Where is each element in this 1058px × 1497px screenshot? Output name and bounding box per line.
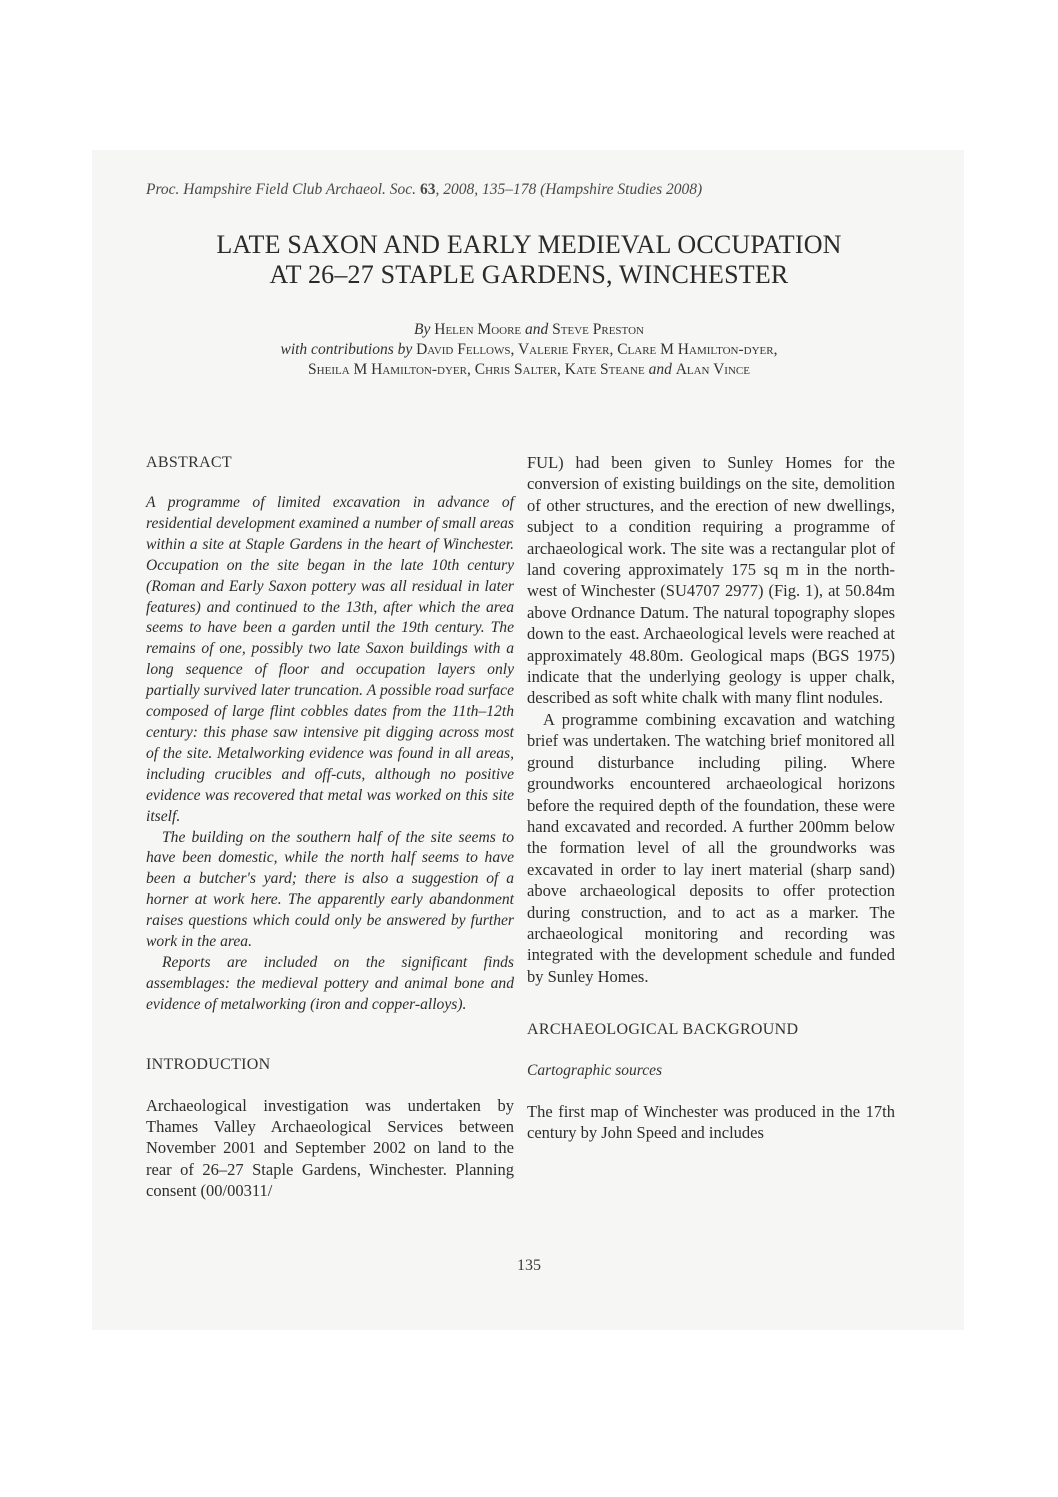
contributors-line-2 bbox=[130, 360, 928, 380]
contributor-vince: Alan Vince bbox=[675, 361, 750, 378]
paper-title bbox=[130, 230, 928, 290]
introduction-paragraph-1: Archaeological investigation was undertaken by Thames Valley Archaeological Services between November 2001 and September 2002 on land to the rear of 26–27 Staple Gardens, Winchester. Planning consent (00/00311/ bbox=[146, 1095, 514, 1201]
intro-continued-paragraph: FUL) had been given to Sunley Homes for the conversion of existing buildings on the site, demolition of other structures, and the erection of new dwellings, subject to a condition requiring a programme of archaeological work. The site was a rectangular plot of land covering approximately 175 sq m in the north-west of Winchester (SU4707 2977) (Fig. 1), at 50.84m above Ordnance Datum. The natural topography slopes down to the east. Archaeological levels were reached at approximately 48.80m. Geological maps (BGS 1975) indicate that the underlying geology is upper chalk, described as soft white chalk with many flint nodules. bbox=[527, 453, 895, 708]
abstract-heading: ABSTRACT bbox=[146, 454, 232, 471]
author-preston: Steve Preston bbox=[552, 321, 644, 338]
author-line bbox=[130, 320, 928, 340]
title-line-1: LATE SAXON AND EARLY MEDIEVAL OCCUPATION bbox=[216, 230, 842, 259]
title-line-2: AT 26–27 STAPLE GARDENS, WINCHESTER bbox=[269, 260, 789, 289]
left-column bbox=[146, 452, 514, 1202]
citation-prefix: Proc. Hampshire Field Club Archaeol. Soc. bbox=[146, 181, 417, 198]
page-number: 135 bbox=[517, 1257, 541, 1274]
citation-suffix: , 2008, 135–178 (Hampshire Studies 2008) bbox=[435, 181, 703, 198]
contributors-line-1 bbox=[130, 340, 928, 360]
programme-paragraph: A programme combining excavation and watching brief was undertaken. The watching brief monitored all ground disturbance including piling. Where groundworks encountered archaeological horizons before the required depth of the foundation, these were hand excavated and recorded. A further 200mm below the formation level of all the groundworks was excavated in order to lay inert material (sharp sand) above archaeological deposits to offer protection during construction, and to act as a marker. The archaeological monitoring and recording was integrated with the development schedule and funded by Sunley Homes. bbox=[527, 709, 895, 986]
journal-citation bbox=[146, 181, 906, 199]
contrib-prefix: with contributions by bbox=[280, 341, 413, 358]
cartographic-paragraph: The first map of Winchester was produced in the 17th century by John Speed and includes bbox=[527, 1101, 895, 1142]
abstract-paragraph-1: A programme of limited excavation in advance of residential development examined a number of small areas within a site at Staple Gardens in the heart of Winchester. Occupation on the site began in the late 10th century (Roman and Early Saxon pottery was all residual in later features) and continued to the 13th, after which the area seems to have been a garden until the 19th century. The remains of one, possibly two late Saxon buildings with a long sequence of floor and occupation layers only partially survived later truncation. A possible road surface composed of large flint cobbles dates from the 11th–12th century: this phase saw intensive pit digging across most of the site. Metalworking evidence was found in all areas, including crucibles and off-cuts, although no positive evidence was recovered that metal was worked on this site itself. bbox=[146, 494, 514, 825]
introduction-heading: INTRODUCTION bbox=[146, 1055, 271, 1073]
contributors-second: Sheila M Hamilton-dyer, Chris Salter, Kate Steane bbox=[308, 361, 645, 378]
cartographic-sources-subheading: Cartographic sources bbox=[527, 1062, 663, 1080]
right-column bbox=[527, 452, 895, 1143]
author-block bbox=[130, 320, 928, 380]
citation-volume: 63 bbox=[419, 181, 436, 198]
and-label-2: and bbox=[648, 361, 672, 378]
author-moore: Helen Moore bbox=[434, 321, 522, 338]
and-label: and bbox=[525, 321, 549, 338]
archaeological-background-heading: ARCHAEOLOGICAL BACKGROUND bbox=[527, 1021, 799, 1039]
abstract-paragraph-3: Reports are included on the significant finds assemblages: the medieval pottery and animal bone and evidence of metalworking (iron and copper-alloys). bbox=[146, 953, 514, 1013]
by-label: By bbox=[414, 321, 431, 338]
contributors-first: David Fellows, Valerie Fryer, Clare M Hamilton-dyer, bbox=[416, 341, 778, 358]
abstract-paragraph-2: The building on the southern half of the site seems to have been domestic, while the north half seems to have been a butcher's yard; there is also a suggestion of a horner at work here. The apparently early abandonment raises questions which could only be answered by further work in the area. bbox=[146, 828, 514, 951]
